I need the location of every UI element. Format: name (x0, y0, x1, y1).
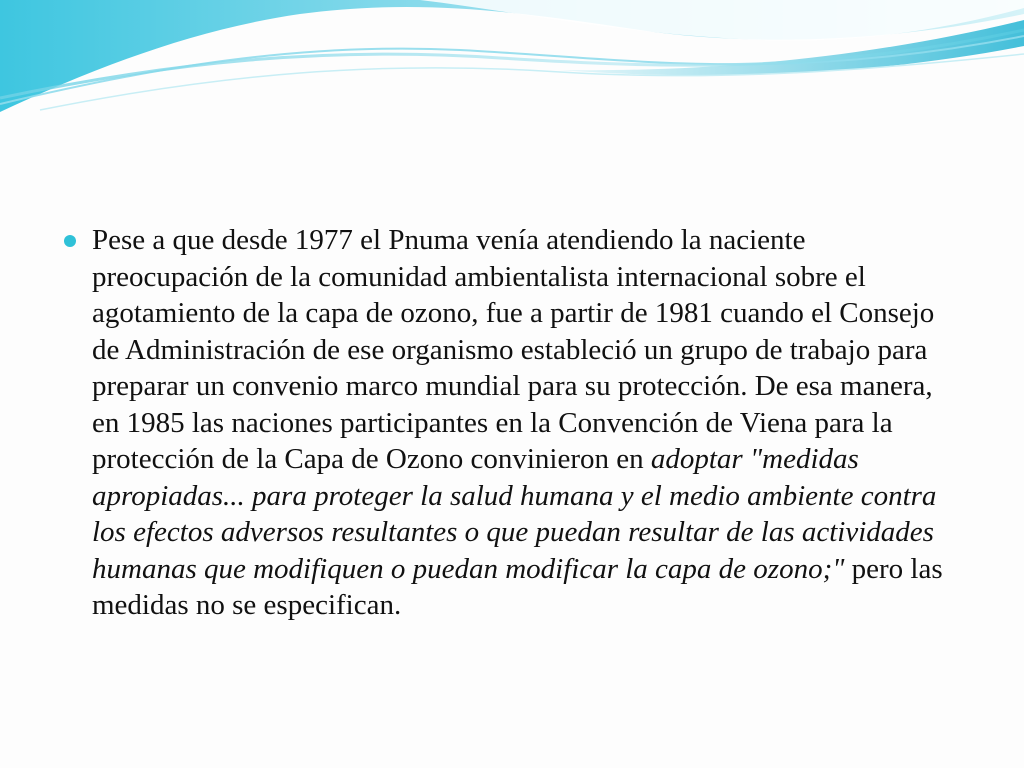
bullet-text-italic-quote: adoptar "medidas apropiadas... para proteger la salud humana y el medio ambiente contra los efectos adversos resultantes o que puedan resultar de las actividades humanas que modifiquen o puedan modificar la capa de ozono;" (92, 443, 937, 585)
bullet-paragraph (92, 222, 962, 624)
wave-header-decoration (0, 0, 1024, 130)
slide-content (64, 222, 964, 624)
bullet-dot-icon (64, 235, 76, 247)
bullet-text-normal-1: Pese a que desde 1977 el Pnuma venía atendiendo la naciente preocupación de la comunidad ambientalista internacional sobre el agotamiento de la capa de ozono, fue a partir de 1981 cuando el Consejo de Administración de ese organismo estableció un grupo de trabajo para preparar un convenio marco mundial para su protección. De esa manera, en 1985 las naciones participantes en la Convención de Viena para la protección de la Capa de Ozono convinieron en (92, 224, 935, 475)
bullet-text-normal-2: pero las medidas no se especifican. (92, 552, 943, 621)
bullet-item (64, 222, 964, 624)
